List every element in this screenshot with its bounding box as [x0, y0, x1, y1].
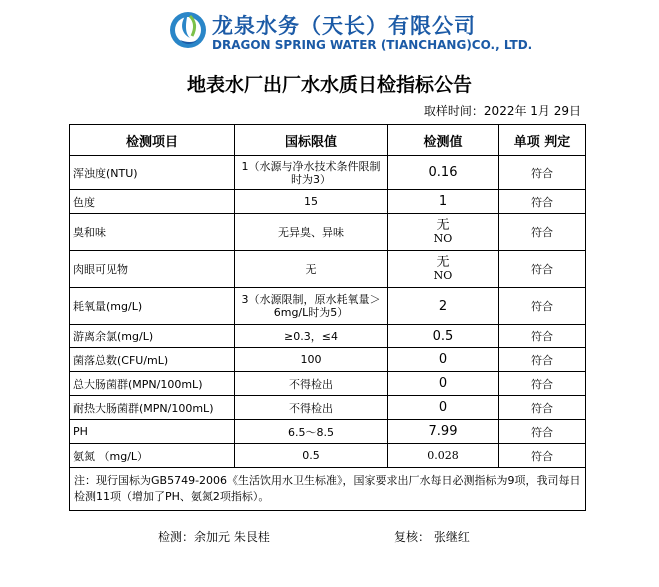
table-row: [70, 288, 586, 325]
value-text: 无: [436, 218, 450, 233]
result-cell: 符合: [499, 372, 586, 396]
header-result: 单项 判定: [499, 125, 586, 156]
value-cell: [388, 214, 499, 251]
item-cell: 菌落总数(CFU/mL): [70, 348, 235, 372]
table-row: [70, 348, 586, 372]
header-limit: 国标限值: [235, 125, 388, 156]
value-cell: 2: [388, 288, 499, 325]
limit-cell: ≥0.3，≤4: [235, 325, 388, 348]
value-text: 无: [436, 255, 450, 270]
inspectors: 检测：余加元 朱艮桂: [158, 530, 270, 544]
table-row: [70, 214, 586, 251]
header-item: 检测项目: [70, 125, 235, 156]
item-cell: 总大肠菌群(MPN/100mL): [70, 372, 235, 396]
company-logo: [168, 6, 533, 56]
result-cell: 符合: [499, 190, 586, 214]
item-cell: 耐热大肠菌群(MPN/100mL): [70, 396, 235, 420]
table-row: [70, 372, 586, 396]
table-header-row: [70, 125, 586, 156]
header-value: 检测值: [388, 125, 499, 156]
limit-cell: 1（水源与净水技术条件限制时为3）: [235, 156, 388, 190]
value-text-en: NO: [433, 269, 453, 282]
value-cell: 0.16: [388, 156, 499, 190]
limit-cell: 不得检出: [235, 396, 388, 420]
company-name-en: DRAGON SPRING WATER (TIANCHANG)CO., LTD.: [212, 38, 533, 52]
value-cell: [388, 251, 499, 288]
result-cell: 符合: [499, 444, 586, 468]
result-cell: 符合: [499, 214, 586, 251]
limit-cell: 无: [235, 251, 388, 288]
water-quality-table: [69, 124, 586, 511]
sample-time: 取样时间：2022年 1月 29日: [423, 104, 581, 118]
value-cell: 7.99: [388, 420, 499, 444]
item-cell: 游离余氯(mg/L): [70, 325, 235, 348]
limit-cell: 3（水源限制，原水耗氧量＞6mg/L时为5）: [235, 288, 388, 325]
limit-cell: 100: [235, 348, 388, 372]
result-cell: 符合: [499, 325, 586, 348]
table-row: [70, 325, 586, 348]
item-cell: 浑浊度(NTU): [70, 156, 235, 190]
limit-cell: 不得检出: [235, 372, 388, 396]
reviewer: 复核： 张继红: [394, 530, 470, 544]
table-row: [70, 156, 586, 190]
item-cell: 色度: [70, 190, 235, 214]
result-cell: 符合: [499, 348, 586, 372]
value-cell: 0: [388, 348, 499, 372]
limit-cell: 6.5～8.5: [235, 420, 388, 444]
item-cell: PH: [70, 420, 235, 444]
table-row: [70, 420, 586, 444]
value-cell: 0.5: [388, 325, 499, 348]
table-row: [70, 396, 586, 420]
limit-cell: 0.5: [235, 444, 388, 468]
water-drop-logo-icon: [168, 6, 208, 52]
note-row: [70, 468, 586, 511]
company-name-cn: 龙泉水务（天长）有限公司: [212, 13, 476, 38]
item-cell: 氨氮 （mg/L）: [70, 444, 235, 468]
value-cell: 1: [388, 190, 499, 214]
table-row: [70, 190, 586, 214]
result-cell: 符合: [499, 156, 586, 190]
limit-cell: 无异臭、异味: [235, 214, 388, 251]
value-cell: 0.028: [388, 444, 499, 468]
result-cell: 符合: [499, 396, 586, 420]
table-row: [70, 251, 586, 288]
result-cell: 符合: [499, 420, 586, 444]
limit-cell: 15: [235, 190, 388, 214]
item-cell: 臭和味: [70, 214, 235, 251]
page-title: 地表水厂出厂水水质日检指标公告: [186, 74, 472, 96]
item-cell: 耗氧量(mg/L): [70, 288, 235, 325]
result-cell: 符合: [499, 288, 586, 325]
table-note: 注：现行国标为GB5749-2006《生活饮用水卫生标准》，国家要求出厂水每日必测指标为9项，我司每日检测11项（增加了PH、氨氮2项指标）。: [70, 468, 586, 511]
item-cell: 肉眼可见物: [70, 251, 235, 288]
value-text-en: NO: [433, 232, 453, 245]
value-cell: 0: [388, 396, 499, 420]
table-row: [70, 444, 586, 468]
value-cell: 0: [388, 372, 499, 396]
result-cell: 符合: [499, 251, 586, 288]
